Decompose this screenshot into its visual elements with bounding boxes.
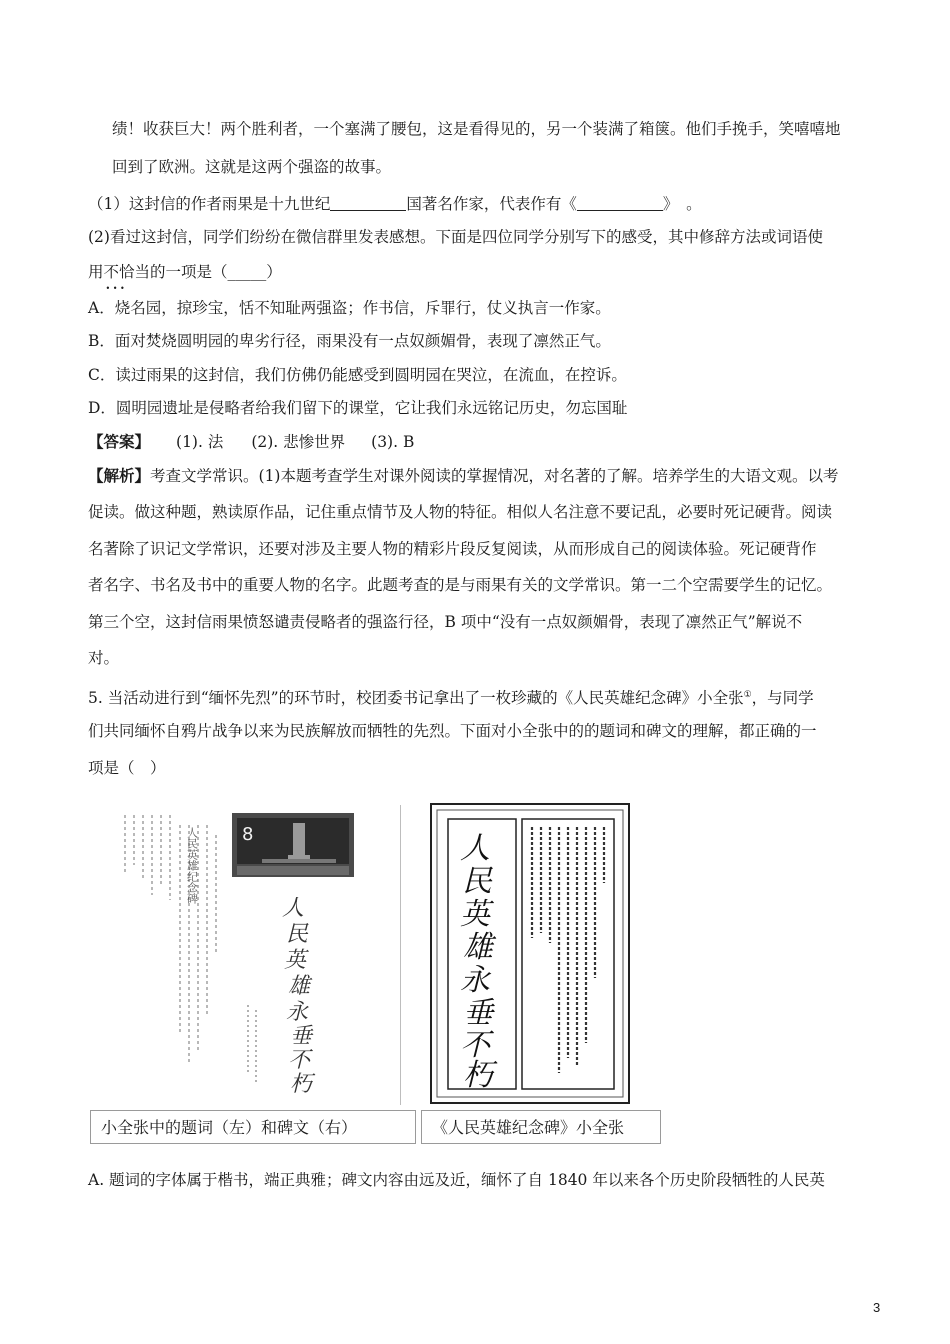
stamp-denomination: 8 bbox=[242, 824, 254, 845]
page-number: 3 bbox=[873, 1300, 881, 1315]
calligraphy-char: 民 bbox=[462, 864, 492, 899]
calligraphy-char: 垂 bbox=[290, 1024, 313, 1049]
passage-line: 回到了欧洲。这就是这两个强盗的故事。 bbox=[112, 158, 392, 176]
analysis-line: 者名字、书名及书中的重要人物的名字。此题考查的是与雨果有关的文学常识。第一二个空需要学生的记忆。 bbox=[88, 576, 833, 594]
answer-item: (3). B bbox=[371, 433, 415, 451]
analysis-line: 对。 bbox=[88, 649, 120, 667]
analysis-line: 名著除了识记文学常识，还要对涉及主要人物的精彩片段反复阅读，从而形成自己的阅读体验。死记硬背作 bbox=[88, 540, 817, 558]
analysis-line: 促读。做这种题，熟读原作品，记住重点情节及人物的特征。相似人名注意不要记乱，必要时死记硬背。阅读 bbox=[88, 503, 833, 521]
analysis-text: 考查文学常识。(1)本题考查学生对课外阅读的掌握情况，对名著的了解。培养学生的大语文观。以考 bbox=[150, 467, 839, 485]
question-2-line: (2)看过这封信，同学们纷纷在微信群里发表感想。下面是四位同学分别写下的感受，其中修辞方法或词语使 bbox=[88, 228, 823, 246]
calligraphy-char: 不 bbox=[460, 1028, 490, 1063]
answer-blank bbox=[330, 194, 406, 211]
figure-caption-left: 小全张中的题词（左）和碑文（右） bbox=[90, 1110, 416, 1144]
question-5-line: 们共同缅怀自鸦片战争以来为民族解放而牺牲的先烈。下面对小全张中的的题词和碑文的理解，都正确的一 bbox=[88, 722, 817, 740]
question-2-text: ） bbox=[266, 263, 282, 281]
stamp-sheet-figure bbox=[110, 805, 400, 1105]
answer-blank bbox=[577, 194, 663, 211]
calligraphy-char: 永 bbox=[286, 1000, 309, 1025]
footnote-marker: ① bbox=[743, 690, 752, 700]
question-2-text: 用 bbox=[88, 263, 104, 281]
analysis-label: 【解析】 bbox=[88, 466, 151, 485]
inscription-title: 人民英雄纪念碑 bbox=[185, 827, 199, 904]
question-1-text: （1）这封信的作者雨果是十九世纪 bbox=[88, 195, 331, 213]
emphasized-term: 不恰当 • • • bbox=[104, 263, 151, 281]
question-1-text: 》 。 bbox=[662, 195, 702, 213]
question-5-option-a: A. 题词的字体属于楷书，端正典雅；碑文内容由远及近，缅怀了自 1840 年以来各个历史阶段牺牲的人民英 bbox=[88, 1171, 825, 1189]
calligraphy-char: 民 bbox=[286, 922, 309, 947]
question-5-line bbox=[88, 685, 814, 708]
figure-divider bbox=[400, 805, 401, 1105]
analysis-line bbox=[88, 466, 838, 486]
calligraphy-char: 人 bbox=[282, 896, 305, 921]
calligraphy-char: 永 bbox=[460, 963, 490, 998]
question-5-line: 项是（ ） bbox=[88, 759, 166, 777]
stamp-sheet-illustration bbox=[110, 805, 400, 1105]
calligraphy-char: 雄 bbox=[288, 974, 311, 999]
option-a: A．烧名园，掠珍宝，恬不知耻两强盗；作书信，斥罪行，仗义执言一作家。 bbox=[88, 299, 611, 317]
answer-item: (2). 悲惨世界 bbox=[251, 433, 346, 451]
calligraphy-char: 人 bbox=[460, 831, 490, 866]
calligraphy-char: 垂 bbox=[463, 996, 493, 1031]
question-2-text: 的一项是（ bbox=[150, 263, 228, 281]
question-5-text: ，与同学 bbox=[751, 689, 814, 708]
answer-item: (1). 法 bbox=[176, 433, 224, 451]
question-5-text: 5. 当活动进行到“缅怀先烈”的环节时，校团委书记拿出了一枚珍藏的《人民英雄纪念碑》小全张 bbox=[88, 689, 744, 708]
answer-label: 【答案】 bbox=[88, 432, 151, 451]
monument-inscription-figure bbox=[430, 803, 630, 1105]
calligraphy-char: 英 bbox=[284, 948, 307, 973]
calligraphy-char: 英 bbox=[460, 897, 490, 932]
calligraphy-char: 朽 bbox=[463, 1058, 493, 1093]
question-1-text: 国著名作家，代表作有《 bbox=[406, 195, 577, 213]
monument-inscription-illustration bbox=[430, 803, 630, 1105]
option-b: B．面对焚烧圆明园的卑劣行径，雨果没有一点奴颜媚骨，表现了凛然正气。 bbox=[88, 332, 611, 350]
passage-line: 绩！收获巨大！两个胜利者，一个塞满了腰包，这是看得见的，另一个装满了箱箧。他们手挽手，笑嘻嘻地 bbox=[112, 120, 841, 138]
calligraphy-char: 雄 bbox=[463, 930, 493, 965]
calligraphy-char: 朽 bbox=[290, 1072, 313, 1097]
answer-line bbox=[88, 432, 414, 452]
figure-caption-right: 《人民英雄纪念碑》小全张 bbox=[421, 1110, 661, 1144]
analysis-line: 第三个空，这封信雨果愤怒谴责侵略者的强盗行径，B 项中“没有一点奴颜媚骨，表现了凛然正气”解说不 bbox=[88, 613, 803, 631]
inscription-calligraphy bbox=[282, 896, 316, 1097]
option-d: D．圆明园遗址是侵略者给我们留下的课堂，它让我们永远铭记历史，勿忘国耻 bbox=[88, 399, 628, 417]
calligraphy-char: 不 bbox=[288, 1048, 311, 1073]
answer-blank: _____ bbox=[227, 263, 267, 281]
question-2-stem bbox=[88, 262, 282, 282]
question-1 bbox=[88, 194, 702, 214]
option-c: C．读过雨果的这封信，我们仿佛仍能感受到圆明园在哭泣，在流血，在控诉。 bbox=[88, 366, 627, 384]
